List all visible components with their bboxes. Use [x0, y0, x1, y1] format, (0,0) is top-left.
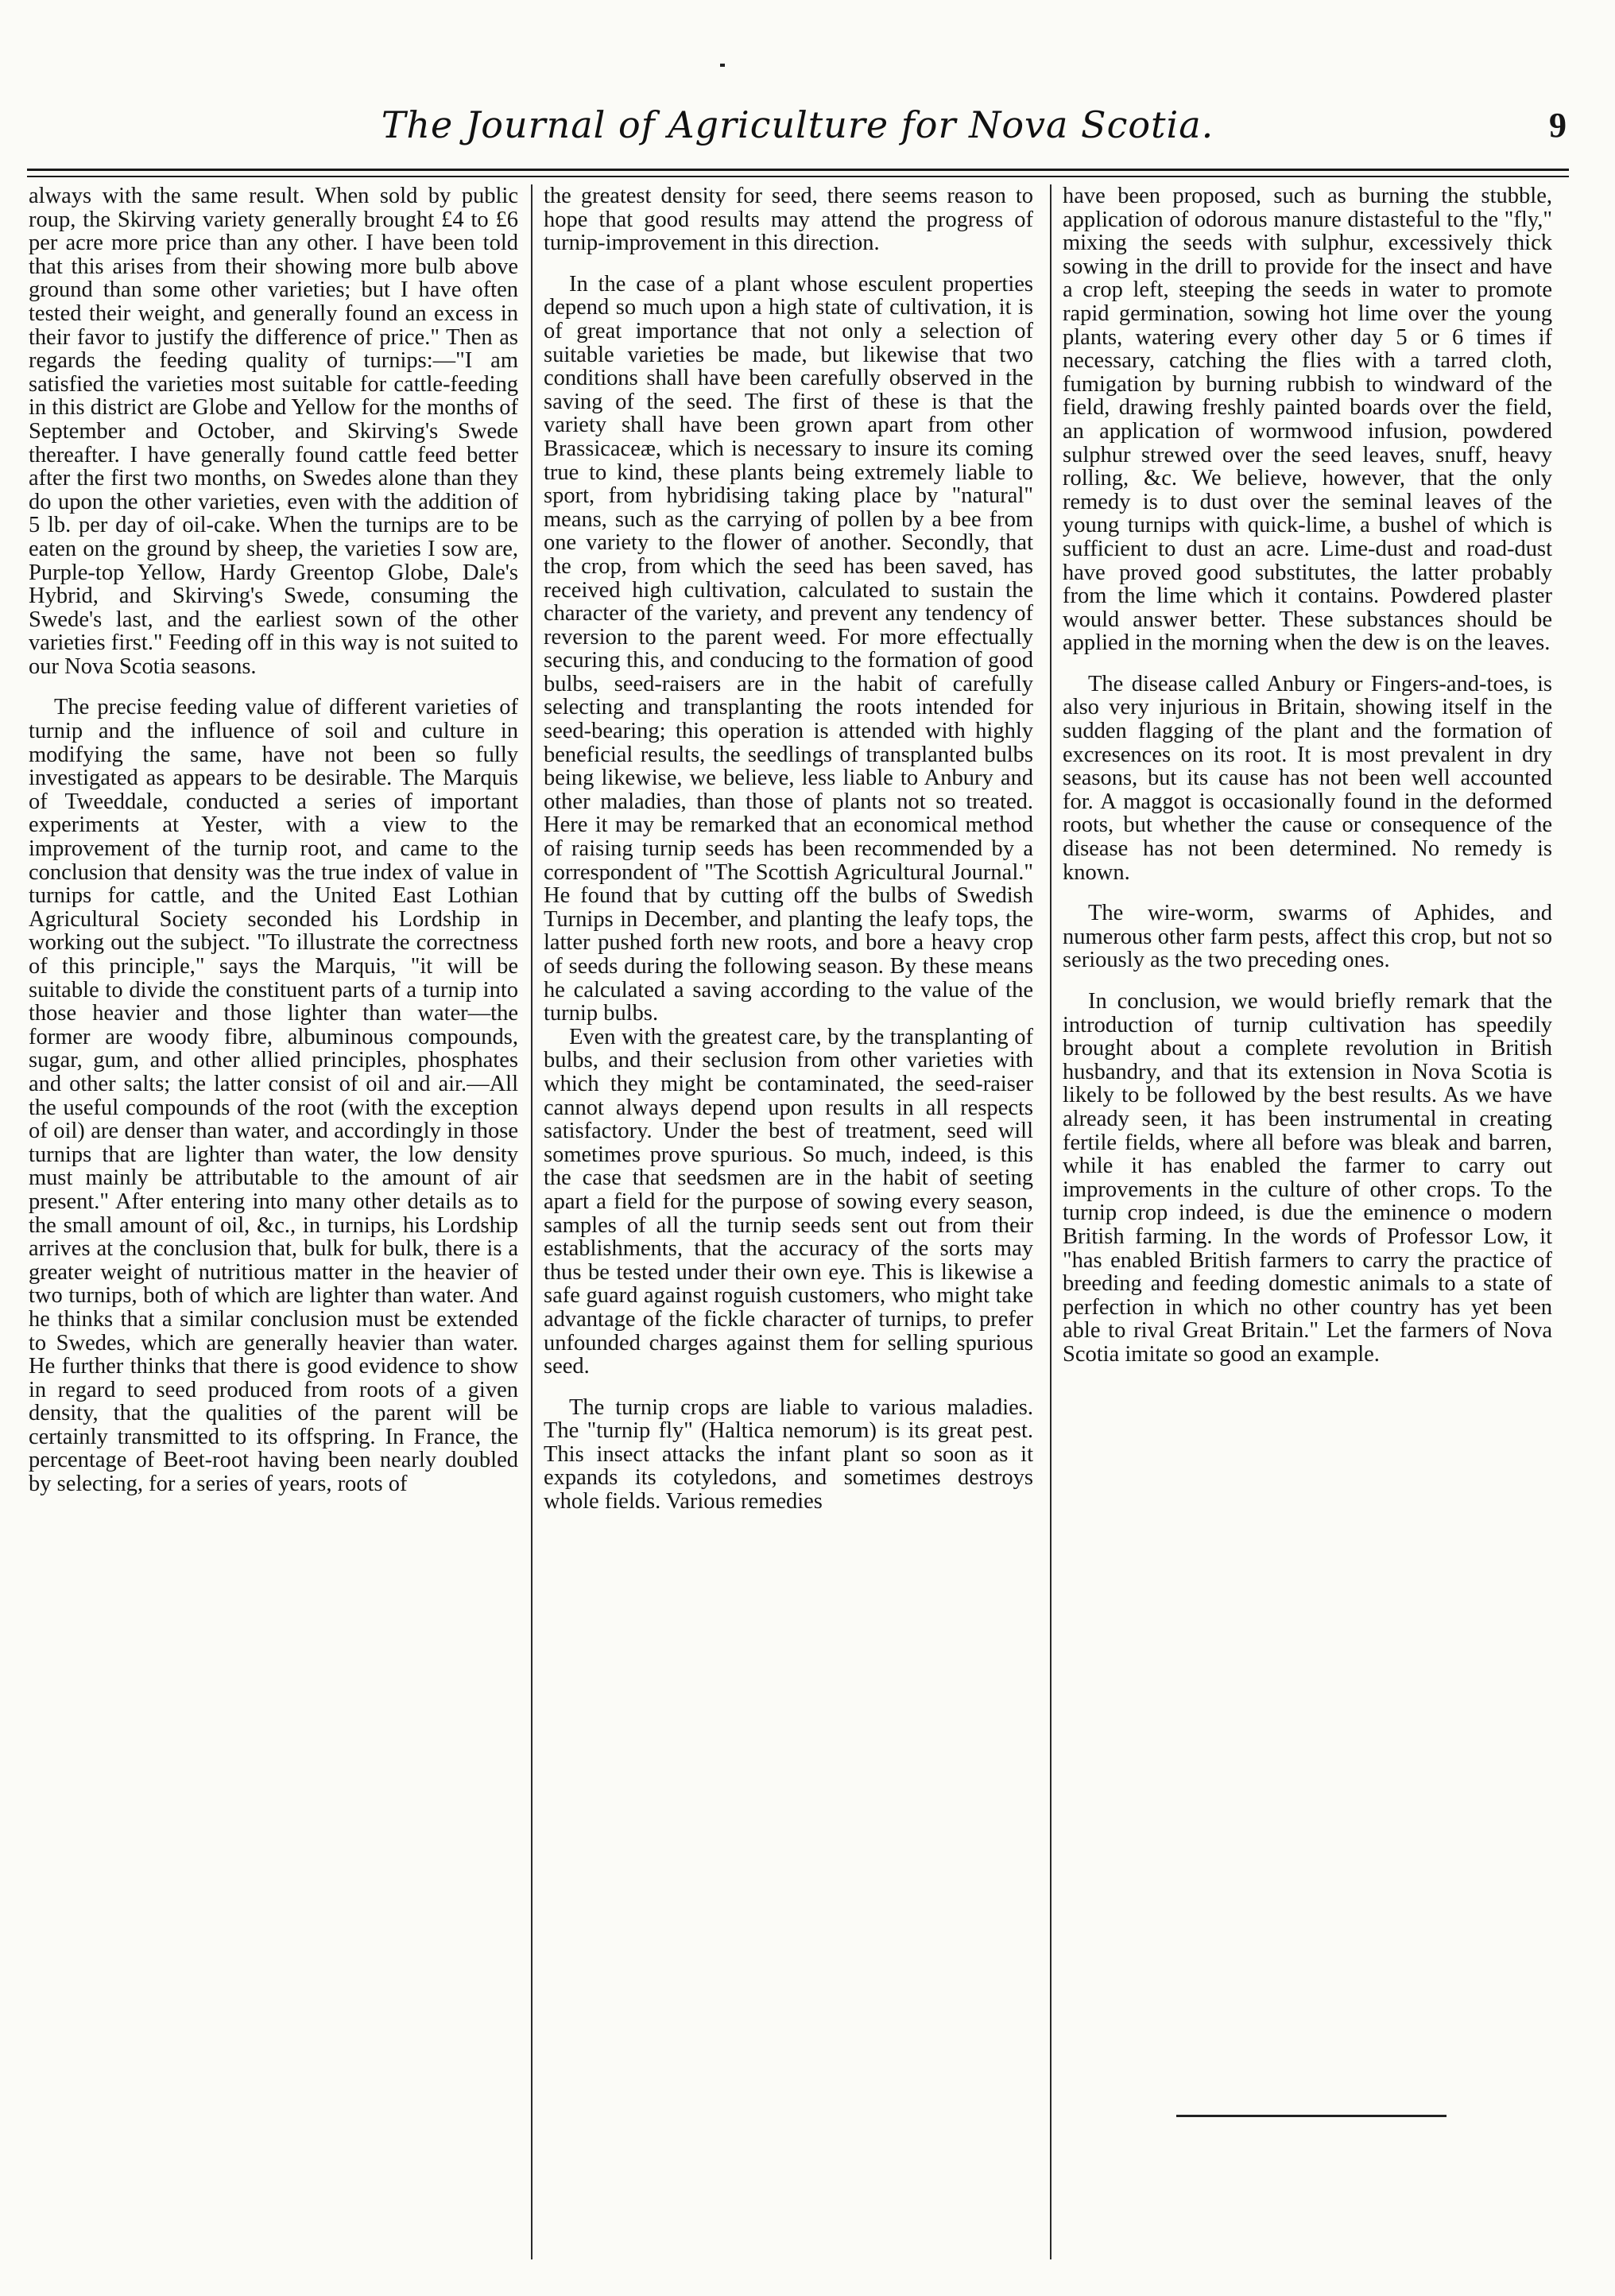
column-divider [531, 184, 533, 2259]
print-speck [720, 64, 725, 67]
paragraph: The turnip crops are liable to various maladies. The "turnip fly" (Haltica nemorum) is its great pest. This insect attacks the infant plant so soon as it expands its cotyledons, and sometimes destroys whole fields. Various remedies [544, 1394, 1033, 1515]
paragraph: have been proposed, such as burning the stubble, application of odorous manure distasteful to the "fly," mixing the seeds with sulphur, excessively thick sowing in the drill to provide for the insect and have a crop left, steeping the seeds in water to promote rapid germination, sowing hot lime over the young plants, watering every other day 5 or 6 times if necessary, catching the flies with a tarred cloth, fumigation by burning rubbish to windward of the field, drawing freshly painted boards over the field, an application of wormwood infusion, powdered sulphur strewed over the seed leaves, snuff, heavy rolling, &c. We believe, however, that the only remedy is to dust over the seminal leaves of the young turnips with quick-lime, a bushel of which is sufficient to dust an acre. Lime-dust and road-dust have proved good substitutes, the latter probably from the lime which it contains. Powdered plaster would answer better. These substances should be applied in the morning when the dew is on the leaves. [1063, 184, 1552, 656]
paragraph: Even with the greatest care, by the transplanting of bulbs, and their seclusion from other varieties with which they might be contaminated, the seed-raiser cannot always depend upon results in all respects satisfactory. Under the best of treatment, seed will sometimes prove spurious. So much, indeed, is this the case that seedsmen are in the habit of seeting apart a field for the purpose of sowing every season, samples of all the turnip seeds sent out from their establishments, that the accuracy of the sorts may thus be tested under their own eye. This is likewise a safe guard against roguish customers, who might take advantage of the fickle character of turnips, to prefer unfounded charges against them for selling spurious seed. [544, 1024, 1033, 1379]
text-column-3 [1063, 184, 1552, 2259]
text-column-1 [29, 184, 518, 2259]
page-number: 9 [1549, 106, 1567, 145]
running-header [29, 103, 1567, 159]
end-of-article-rule [1176, 2115, 1447, 2117]
paragraph: the greatest density for seed, there seems reason to hope that good results may attend the progress of turnip-improvement in this direction. [544, 184, 1033, 256]
journal-title: The Journal of Agriculture for Nova Scotia. [381, 103, 1214, 146]
column-divider [1050, 184, 1051, 2259]
paragraph: The precise feeding value of different varieties of turnip and the influence of soil and culture in modifying the same, have not been so fully investigated as appears to be desirable. The Marquis of Tweeddale, conducted a series of important experiments at Yester, with a view to the improvement of the turnip root, and came to the conclusion that density was the true index of value in turnips for cattle, and the United East Lothian Agricultural Society seconded his Lordship in working out the subject. "To illustrate the correctness of this principle," says the Marquis, "it will be suitable to divide the constituent parts of a turnip into those heavier and those lighter than water—the former are woody fibre, albuminous compounds, sugar, gum, and other allied principles, phosphates and other salts; the latter consist of oil and air.—All the useful compounds of the root (with the exception of oil) are denser than water, and accordingly in those turnips that are lighter than water, the low density must mainly be attributable to the amount of air present." After entering into many other details as to the small amount of oil, &c., in turnips, his Lordship arrives at the conclusion that, bulk for bulk, there is a greater weight of nutritious matter in the heavier of two turnips, both of which are lighter than water. And he thinks that a similar conclusion must be extended to Swedes, which are generally heavier than water. He further thinks that there is good evidence to show in regard to seed produced from roots of a given density, that the qualities of the parent will be certainly transmitted to its offspring. In France, the percentage of Beet-root having been nearly doubled by selecting, for a series of years, roots of [29, 695, 518, 1497]
header-rule-thin [27, 176, 1569, 177]
paragraph: always with the same result. When sold by public roup, the Skirving variety generally brought £4 to £6 per acre more price than any other. I have been told that this arises from their showing more bulb above ground than some other varieties; but I have often tested their weight, and generally found an excess in their favor to justify the difference of price." Then as regards the feeding quality of turnips:—"I am satisfied the varieties most suitable for cattle-feeding in this district are Globe and Yellow for the months of September and October, and Skirving's Swede thereafter. I have generally found cattle feed better after the first two months, on Swedes alone than they do upon the other varieties, even with the addition of 5 lb. per day of oil-cake. When the turnips are to be eaten on the ground by sheep, the varieties I sow are, Purple-top Yellow, Hardy Greentop Globe, Dale's Hybrid, and Skirving's Swede, consuming the Swede's last, and the earliest sown of the other varieties first." Feeding off in this way is not suited to our Nova Scotia seasons. [29, 184, 518, 679]
paragraph: The disease called Anbury or Fingers-and-toes, is also very injurious in Britain, showing itself in the sudden flagging of the plant and the formation of excresences on its root. It is most prevalent in dry seasons, but its cause has not been well accounted for. A maggot is occasionally found in the deformed roots, but whether the cause or consequence of the disease has not been determined. No remedy is known. [1063, 671, 1552, 885]
text-column-2 [544, 184, 1033, 2259]
paragraph: In the case of a plant whose esculent properties depend so much upon a high state of cultivation, it is of great importance that not only a selection of suitable varieties be made, but likewise that two conditions shall have been carefully observed in the saving of the seed. The first of these is that the variety shall have been grown apart from other Brassicaceæ, which is necessary to insure its coming true to kind, these plants being extremely liable to sport, from hybridising taking place by "natural" means, such as the carrying of pollen by a bee from one variety to the flower of another. Secondly, that the crop, from which the seed has been saved, has received high cultivation, calculated to sustain the character of the variety, and prevent any tendency of reversion to the parent weed. For more effectually securing this, and conducing to the formation of good bulbs, seed-raisers are in the habit of carefully selecting and transplanting the roots intended for seed-bearing; this operation is attended with highly beneficial results, the seedlings of transplanted bulbs being likewise, we believe, less liable to Anbury and other maladies, than those of plants not so treated. Here it may be remarked that an economical method of raising turnip seeds has been recommended by a correspondent of "The Scottish Agricultural Journal." He found that by cutting off the bulbs of Swedish Turnips in December, and planting the leafy tops, the latter pushed forth new roots, and bore a heavy crop of seeds during the following season. By these means he calculated a saving according to the value of the turnip bulbs. [544, 271, 1033, 1026]
header-rule-thick [27, 169, 1569, 171]
paragraph: The wire-worm, swarms of Aphides, and numerous other farm pests, affect this crop, but not so seriously as the two preceding ones. [1063, 901, 1552, 973]
paragraph: In conclusion, we would briefly remark that the introduction of turnip cultivation has speedily brought about a complete revolution in British husbandry, and that its extension in Nova Scotia is likely to be followed by the best results. As we have already seen, it has been instrumental in creating fertile fields, where all before was bleak and barren, while it has enabled the farmer to carry out improvements in the culture of other crops. To the turnip crop indeed, is due the eminence o modern British farming. In the words of Professor Low, it "has enabled British farmers to carry the practice of breeding and feeding domestic animals to a state of perfection in which no other country has yet been able to rival Great Britain." Let the farmers of Nova Scotia imitate so good an example. [1063, 989, 1552, 1367]
